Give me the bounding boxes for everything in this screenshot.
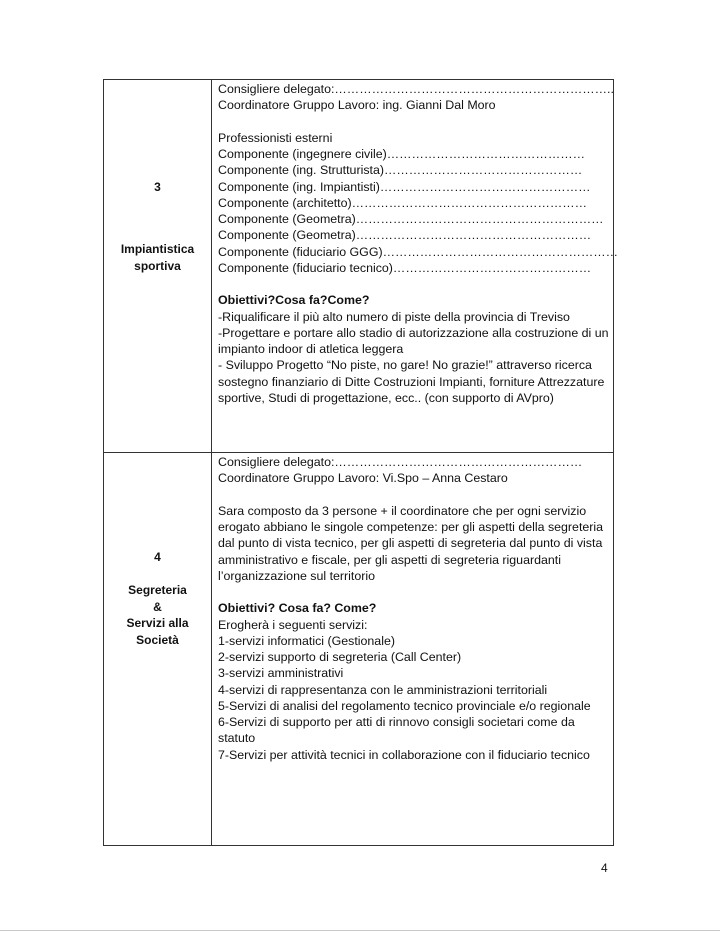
bottom-divider: [0, 930, 720, 931]
blank-line: [218, 276, 613, 292]
objectives-heading: Obiettivi? Cosa fa? Come?: [218, 601, 377, 616]
content-line: Consigliere delegato:……………………………………………………: [218, 455, 583, 469]
content-line: Componente (fiduciario GGG)…………………………………………………: [218, 244, 619, 259]
content-line: amministrativo e fiscale, per gli aspetti di segreteria riguardanti: [218, 552, 561, 567]
blank-line: [218, 487, 613, 503]
content-line: Sara composto da 3 persone + il coordinatore che per ogni servizio: [218, 503, 587, 518]
content-line: 6-Servizi di supporto per atti di rinnovo consigli societari come da: [218, 715, 575, 729]
section-label-cell: [104, 80, 212, 453]
section-title-line: &: [153, 599, 162, 614]
content-line: Consigliere delegato:…………………………………………………………..: [218, 82, 614, 96]
content-line: Componente (ing. Impiantisti)……………………………………………: [218, 179, 591, 194]
content-line: 7-Servizi per attività tecnici in collaborazione con il fiduciario tecnico: [218, 747, 590, 762]
content-line: Componente (fiduciario tecnico)…………………………………………: [218, 260, 592, 275]
content-line: l’organizzazione sul territorio: [218, 568, 376, 583]
content-line: -Riqualificare il più alto numero di piste della provincia di Treviso: [218, 309, 570, 324]
page-number: 4: [601, 861, 608, 875]
section-number: 3: [154, 180, 161, 194]
section-title: [104, 241, 211, 274]
content-line: dal punto di vista tecnico, per gli aspetti di segreteria dal punto di vista: [218, 536, 603, 551]
section-title-line: Società: [136, 632, 179, 647]
content-line: Componente (architetto)…………………………………………………: [218, 195, 588, 210]
content-line: 3-servizi amministrativi: [218, 666, 344, 681]
content-line: Coordinatore Gruppo Lavoro: Vi.Spo – Anna Cestaro: [218, 471, 508, 486]
content-line: sportive, Studi di progettazione, ecc.. (con supporto di AVpro): [218, 390, 554, 405]
content-line: Componente (ing. Strutturista)…………………………………………: [218, 163, 583, 178]
section-title-line: Impiantistica: [120, 242, 195, 256]
section-title: [104, 582, 211, 648]
section-content-cell: [212, 80, 619, 453]
section-content: [218, 81, 619, 406]
section-content: [218, 454, 613, 763]
section-number: 4: [154, 550, 161, 564]
blank-line: [218, 584, 613, 600]
section-title-line: Servizi alla: [126, 616, 189, 630]
content-line: Componente (ingegnere civile)…………………………………………: [218, 147, 585, 161]
objectives-heading: Obiettivi?Cosa fa?Come?: [218, 293, 370, 308]
content-line: -Progettare e portare allo stadio di autorizzazione alla costruzione di un: [218, 325, 609, 340]
content-line: Erogherà i seguenti servizi:: [218, 617, 368, 632]
table-row: [104, 80, 614, 453]
content-line: Professionisti esterni: [218, 130, 333, 145]
table-row: [104, 453, 614, 846]
section-label-cell: [104, 453, 212, 846]
section-title-line: Segreteria: [128, 583, 187, 597]
content-line: 4-servizi di rappresentanza con le amministrazioni territoriali: [218, 682, 548, 697]
content-line: 2-servizi supporto di segreteria (Call Center): [218, 650, 462, 664]
blank-line: [218, 114, 613, 130]
content-line: - Sviluppo Progetto “No piste, no gare! No grazie!” attraverso ricerca: [218, 358, 592, 373]
content-line: erogato abbiano le singole competenze: per gli aspetti della segreteria: [218, 520, 604, 534]
content-line: Componente (Geometra)……………………………………………………: [218, 212, 604, 226]
content-line: sostegno finanziario di Ditte Costruzioni Impianti, forniture Attrezzature: [218, 374, 605, 389]
section-title-line: sportiva: [134, 258, 181, 273]
content-line: impianto indoor di atletica leggera: [218, 342, 404, 356]
content-line: 5-Servizi di analisi del regolamento tecnico provinciale e/o regionale: [218, 698, 591, 713]
section-content-cell: [212, 453, 614, 846]
content-line: 1-servizi informatici (Gestionale): [218, 633, 395, 648]
committee-table: [103, 79, 619, 846]
content-line: statuto: [218, 731, 256, 746]
content-line: Componente (Geometra)…………………………………………………: [218, 228, 592, 243]
content-line: Coordinatore Gruppo Lavoro: ing. Gianni Dal Moro: [218, 98, 496, 113]
